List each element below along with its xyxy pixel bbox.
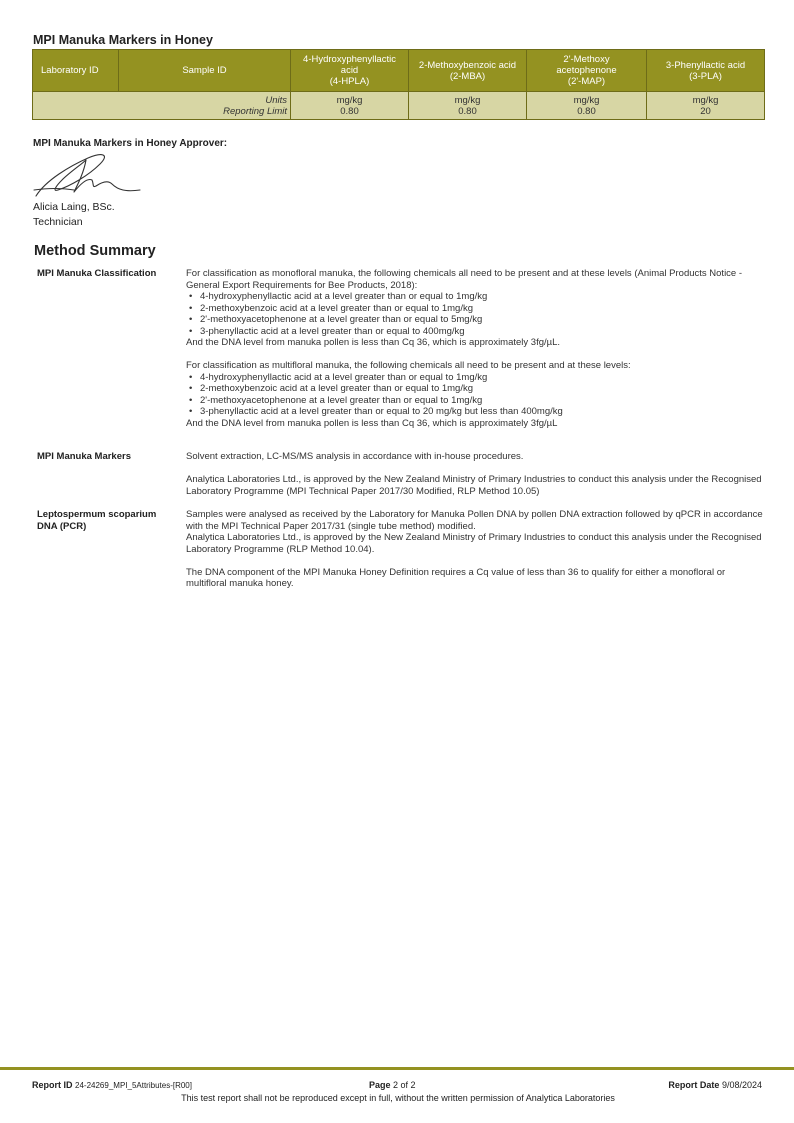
unit-value: mg/kg (692, 94, 719, 106)
list-item: • 4-hydroxyphenyllactic acid at a level greater than or equal to 1mg/kg (186, 372, 766, 384)
unit-value: mg/kg (454, 94, 481, 106)
header-3-pla (647, 50, 765, 92)
list-item: • 4-hydroxyphenyllactic acid at a level greater than or equal to 1mg/kg (186, 291, 766, 303)
dna-label-line: DNA (PCR) (37, 520, 87, 532)
dna-p3: The DNA component of the MPI Manuka Honey Definition requires a Cq value of less than 36 to qualify for either a monofloral or multifloral manuka honey. (186, 566, 726, 589)
table-header-row (33, 50, 765, 92)
page-number (369, 1080, 416, 1090)
list-item: • 3-phenyllactic acid at a level greater than or equal to 400mg/kg (186, 326, 766, 338)
header-4-hpla (291, 50, 409, 92)
unit-value: mg/kg (336, 94, 363, 106)
classification-text (186, 268, 766, 429)
header-4-hpla-line: acid (340, 65, 359, 76)
method-summary-title: Method Summary (34, 243, 156, 259)
dna-label-line: Leptospermum scoparium (37, 509, 157, 520)
header-2-map (527, 50, 647, 92)
report-date-label: Report Date (668, 1080, 720, 1090)
mono-list (186, 291, 766, 337)
footer-rule (0, 1067, 794, 1070)
markers-label: MPI Manuka Markers (37, 451, 131, 462)
header-sample-id: Sample ID (119, 50, 291, 92)
header-2-mba-line: 2-Methoxybenzoic acid (418, 59, 517, 71)
header-2-map-line: acetophenone (556, 65, 617, 76)
list-item: • 2-methoxybenzoic acid at a level greater than or equal to 1mg/kg (186, 303, 766, 315)
page-label: Page (369, 1080, 391, 1090)
list-item: • 3-phenyllactic acid at a level greater than or equal to 20 mg/kg but less than 400mg/kg (186, 406, 766, 418)
units-label: Units (265, 94, 287, 106)
dna-label (37, 509, 177, 532)
cell-4-hpla (291, 92, 409, 120)
approver-block (33, 200, 115, 230)
markers-p1: Solvent extraction, LC-MS/MS analysis in accordance with in-house procedures. (186, 451, 524, 462)
dna-p2: Analytica Laboratories Ltd., is approved by the New Zealand Ministry of Primary Industries to conduct this analysis under the Recognised Laboratory Programme (RLP Method 10.04). (186, 532, 762, 555)
header-laboratory-id: Laboratory ID (33, 50, 119, 92)
header-4-hpla-line: 4-Hydroxyphenyllactic (303, 54, 396, 65)
list-item: • 2'-methoxyacetophenone at a level greater than or equal to 5mg/kg (186, 314, 766, 326)
header-3-pla-line: (3-PLA) (689, 70, 722, 82)
report-id-value: 24-24269_MPI_5Attributes-[R00] (75, 1081, 192, 1090)
header-2-map-line: (2'-MAP) (567, 76, 606, 87)
mono-intro: For classification as monofloral manuka, the following chemicals all need to be present and at these levels (Animal Products Notice - General Export Requirements for Bee Products, 2018): (186, 268, 743, 291)
section-title: MPI Manuka Markers in Honey (33, 33, 213, 47)
multi-intro: For classification as multifloral manuka, the following chemicals all need to be present and at these levels: (186, 360, 631, 371)
mono-dna: And the DNA level from manuka pollen is less than Cq 36, which is approximately 3fg/µL. (186, 337, 561, 348)
approver-role: Technician (33, 216, 83, 228)
list-item: • 2-methoxybenzoic acid at a level greater than or equal to 1mg/kg (186, 383, 766, 395)
reporting-limit-label: Reporting Limit (223, 105, 287, 117)
footer (32, 1080, 764, 1103)
disclaimer: This test report shall not be reproduced except in full, without the written permission of Analytica Laboratories (181, 1093, 615, 1103)
header-4-hpla-line: (4-HPLA) (329, 76, 370, 87)
header-3-pla-line: 3-Phenyllactic acid (665, 59, 746, 71)
markers-text (186, 451, 766, 497)
multi-dna: And the DNA level from manuka pollen is less than Cq 36, which is approximately 3fg/µL (186, 417, 558, 429)
approver-title: MPI Manuka Markers in Honey Approver: (33, 138, 228, 149)
approver-name: Alicia Laing, BSc. (33, 201, 115, 213)
unit-value: mg/kg (573, 94, 600, 106)
header-2-mba (409, 50, 527, 92)
limit-value: 0.80 (577, 105, 596, 117)
multi-list (186, 372, 766, 418)
report-date (668, 1080, 762, 1090)
header-2-mba-line: (2-MBA) (449, 70, 486, 82)
classification-label: MPI Manuka Classification (37, 268, 157, 279)
dna-p1: Samples were analysed as received by the Laboratory for Manuka Pollen DNA by pollen DNA extraction followed by qPCR in accordance with the MPI Technical Paper 2017/31 (single tube method) modified. (186, 509, 763, 532)
report-date-value: 9/08/2024 (721, 1080, 762, 1090)
table-row (33, 92, 765, 120)
limit-value: 0.80 (340, 105, 359, 117)
units-label-cell (33, 92, 291, 120)
results-table (32, 49, 765, 120)
list-item: • 2'-methoxyacetophenone at a level greater than or equal to 1mg/kg (186, 395, 766, 407)
header-2-map-line: 2'-Methoxy (563, 54, 610, 65)
cell-2-map (527, 92, 647, 120)
report-id-label: Report ID (32, 1080, 73, 1090)
cell-2-mba (409, 92, 527, 120)
page-value: 2 of 2 (393, 1080, 416, 1090)
signature-image (30, 150, 142, 202)
markers-p2: Analytica Laboratories Ltd., is approved by the New Zealand Ministry of Primary Industries to conduct this analysis under the Recognised Laboratory Programme (MPI Technical Paper 2017/30 Modified, RLP Method 10.05) (186, 474, 762, 497)
report-id (32, 1080, 192, 1090)
cell-3-pla (647, 92, 765, 120)
limit-value: 20 (700, 105, 711, 117)
limit-value: 0.80 (458, 105, 477, 117)
dna-text (186, 509, 766, 590)
